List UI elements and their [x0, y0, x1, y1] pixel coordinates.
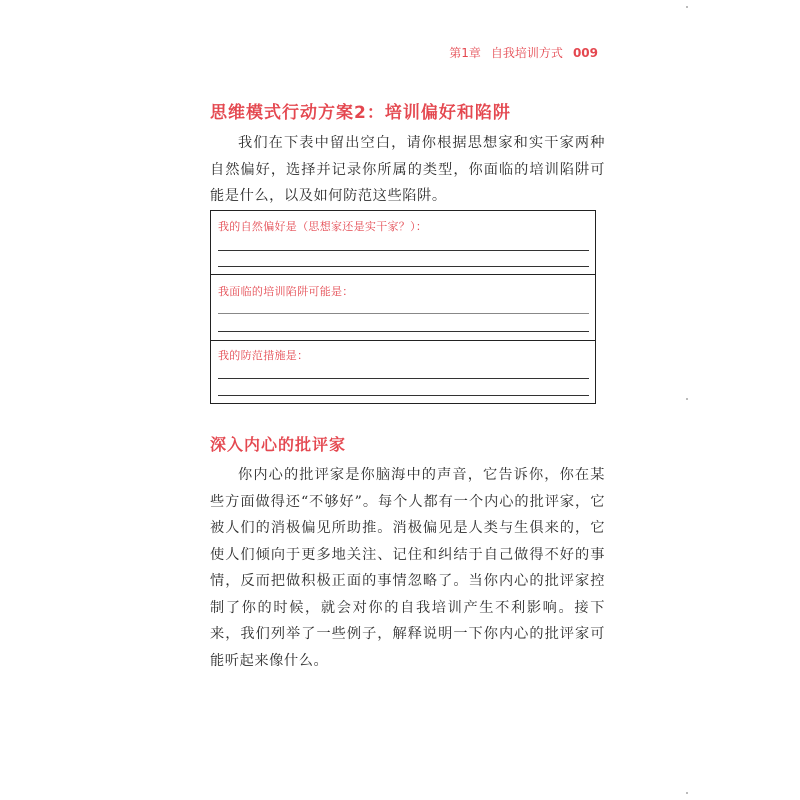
page-number: 009: [572, 46, 598, 60]
section-heading-action-plan: 思维模式行动方案2：培训偏好和陷阱: [210, 103, 511, 123]
fill-line[interactable]: [218, 266, 589, 267]
running-head: [449, 44, 598, 61]
fill-line[interactable]: [218, 250, 589, 251]
fill-line[interactable]: [218, 395, 589, 396]
fill-line[interactable]: [218, 313, 589, 314]
worksheet-form: [210, 210, 596, 404]
section-heading-inner-critic: 深入内心的批评家: [210, 435, 347, 454]
inner-critic-paragraph: 你内心的批评家是你脑海中的声音，它告诉你，你在某些方面做得还“不够好”。每个人都有一个内心的批评家，它被人们的消极偏见所助推。消极偏见是人类与生俱来的，它使人们倾向于更多地关注、记住和纠结于自己做得不好的事情，反而把做积极正面的事情忽略了。当你内心的批评家控制了你的时候，就会对你的自我培训产生不利影响。接下来，我们列举了一些例子，解释说明一下你内心的批评家可能听起来像什么。: [210, 467, 605, 669]
chapter-label: 第1章: [449, 46, 481, 60]
worksheet-field-traps: [211, 274, 595, 341]
worksheet-field-preference: [211, 211, 595, 275]
scan-mark: [686, 6, 688, 8]
chapter-title: 自我培训方式: [490, 46, 563, 60]
scan-mark: [686, 398, 688, 400]
field-label-measures: 我的防范措施是：: [218, 349, 309, 362]
field-label-traps: 我面临的培训陷阱可能是：: [218, 285, 354, 298]
intro-paragraph: 我们在下表中留出空白，请你根据思想家和实干家两种自然偏好，选择并记录你所属的类型，你面临的培训陷阱可能是什么，以及如何防范这些陷阱。: [210, 135, 605, 204]
fill-line[interactable]: [218, 331, 589, 332]
field-label-preference: 我的自然偏好是（思想家还是实干家？）：: [218, 220, 428, 233]
worksheet-field-measures: [211, 340, 595, 404]
scan-mark: [686, 792, 688, 794]
fill-line[interactable]: [218, 378, 589, 379]
